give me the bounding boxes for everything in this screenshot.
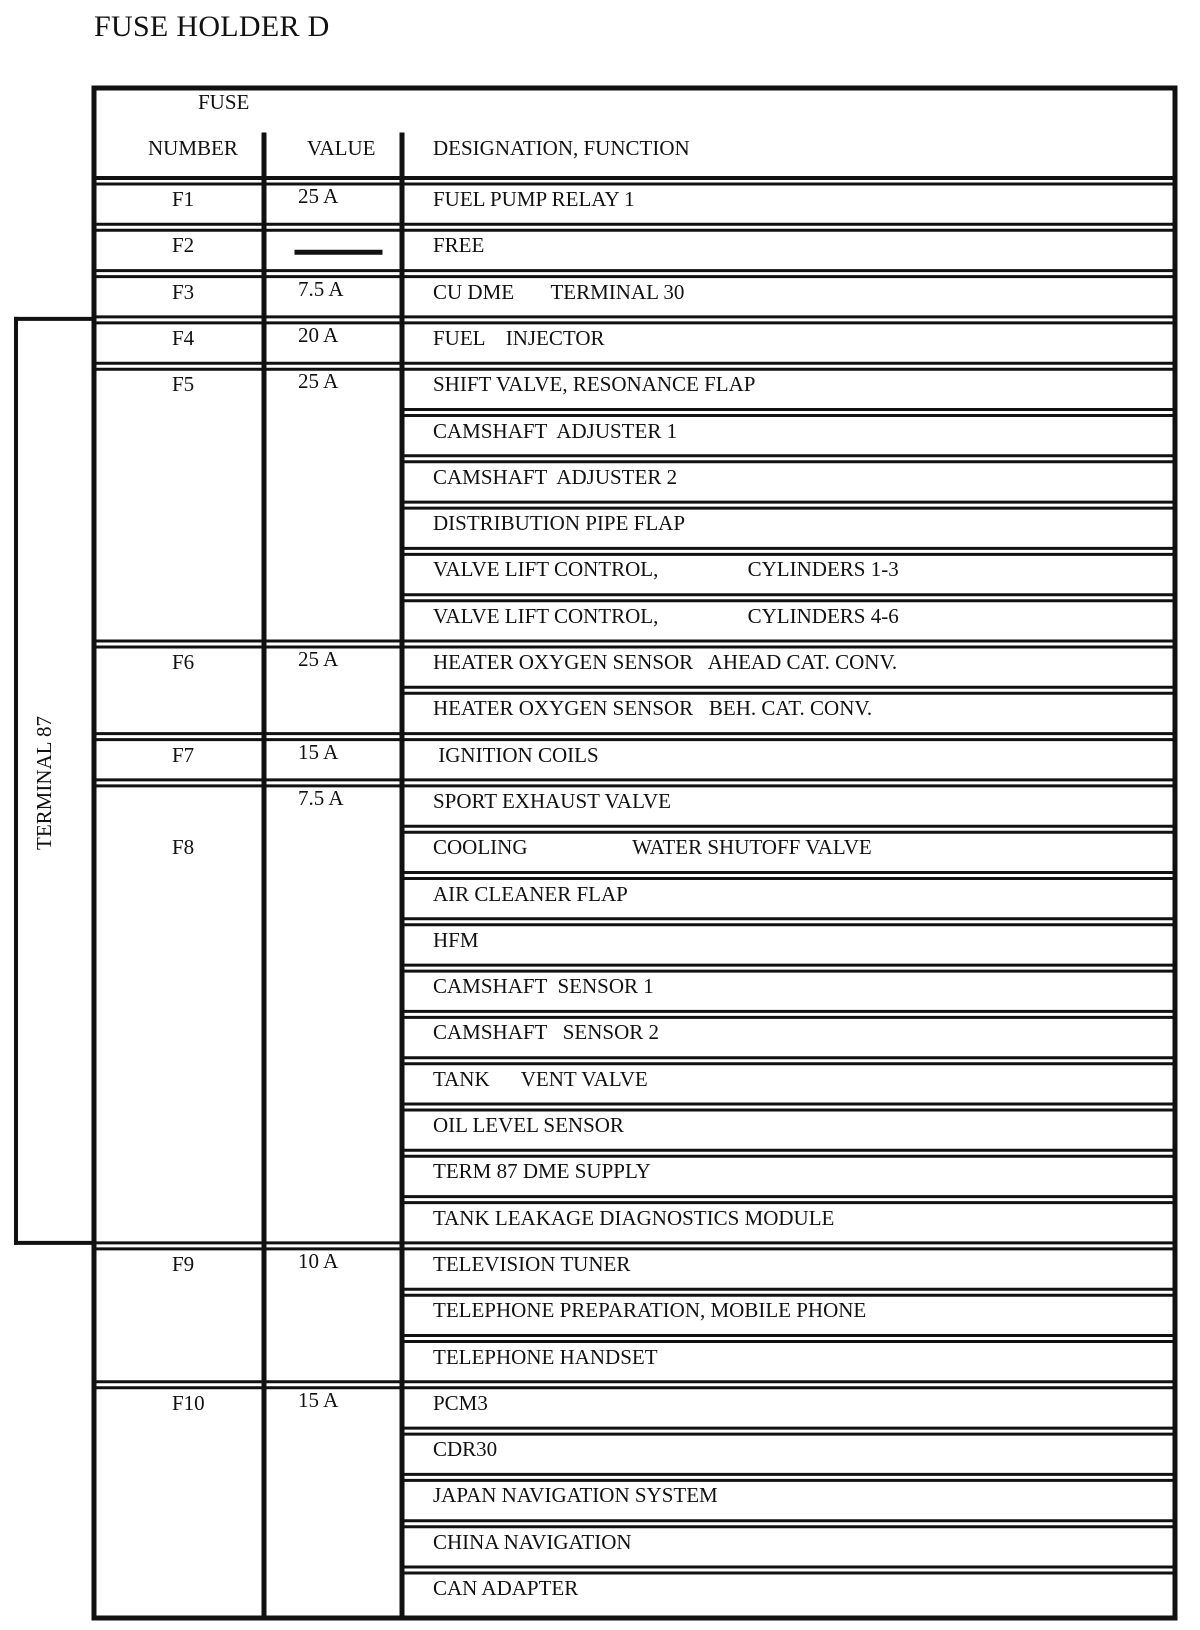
function-row: TELEPHONE PREPARATION, MOBILE PHONE <box>433 1298 867 1323</box>
page-title: FUSE HOLDER D <box>94 10 330 43</box>
function-row: FUEL PUMP RELAY 1 <box>433 187 635 211</box>
function-row: CU DME TERMINAL 30 <box>433 279 685 304</box>
function-row: HEATER OXYGEN SENSOR AHEAD CAT. CONV. <box>433 650 898 674</box>
header-number-label: NUMBER <box>148 136 238 160</box>
function-row: HFM <box>433 927 479 952</box>
function-row: FREE <box>433 233 485 258</box>
fuse-value: 25 A <box>298 369 339 394</box>
fuse-number: F4 <box>172 325 195 350</box>
function-row: CHINA NAVIGATION <box>433 1529 632 1554</box>
fuse-number: F2 <box>172 233 195 258</box>
fuse-number: F5 <box>172 372 195 397</box>
fuse-number: F6 <box>172 650 195 674</box>
function-row: PCM3 <box>433 1390 488 1415</box>
function-row: TELEVISION TUNER <box>433 1251 631 1276</box>
fuse-value: 7.5 A <box>298 785 344 810</box>
function-row: COOLING WATER SHUTOFF VALVE <box>433 835 872 860</box>
fuse-number: F3 <box>172 279 195 304</box>
function-row: HEATER OXYGEN SENSOR BEH. CAT. CONV. <box>433 696 873 721</box>
function-row: SHIFT VALVE, RESONANCE FLAP <box>433 372 756 397</box>
function-row: OIL LEVEL SENSOR <box>433 1113 624 1137</box>
function-row: SPORT EXHAUST VALVE <box>433 788 671 813</box>
function-row: VALVE LIFT CONTROL, CYLINDERS 1-3 <box>433 557 899 582</box>
fuse-value: 7.5 A <box>298 276 344 301</box>
header-fuse-label: FUSE <box>198 90 250 114</box>
terminal-87-label: TERMINAL 87 <box>32 716 56 850</box>
function-row: JAPAN NAVIGATION SYSTEM <box>433 1483 718 1508</box>
fuse-value: 20 A <box>298 322 339 347</box>
function-row: CAMSHAFT SENSOR 1 <box>433 974 654 999</box>
function-row: AIR CLEANER FLAP <box>433 881 628 906</box>
function-row: CAMSHAFT ADJUSTER 2 <box>433 464 678 489</box>
function-row: CDR30 <box>433 1437 498 1462</box>
function-row: FUEL INJECTOR <box>433 325 605 350</box>
header-value-label: VALUE <box>307 136 376 160</box>
fuse-value: 15 A <box>298 739 339 764</box>
function-row: CAMSHAFT SENSOR 2 <box>433 1020 660 1045</box>
fuse-value: 25 A <box>298 647 339 671</box>
fuse-value: 15 A <box>298 1387 339 1412</box>
fuse-number: F1 <box>172 187 195 211</box>
fuse-number: F10 <box>172 1390 205 1415</box>
function-row: VALVE LIFT CONTROL, CYLINDERS 4-6 <box>433 603 899 628</box>
function-row: CAMSHAFT ADJUSTER 1 <box>433 418 678 443</box>
function-row: TELEPHONE HANDSET <box>433 1344 658 1369</box>
fuse-value: 10 A <box>298 1248 339 1273</box>
function-row: CAN ADAPTER <box>433 1576 579 1600</box>
function-row: TANK VENT VALVE <box>433 1066 648 1091</box>
function-row: TANK LEAKAGE DIAGNOSTICS MODULE <box>433 1205 835 1230</box>
fuse-number: F7 <box>172 742 195 767</box>
function-row: TERM 87 DME SUPPLY <box>433 1159 651 1184</box>
header-designation-label: DESIGNATION, FUNCTION <box>433 136 690 160</box>
fuse-number: F8 <box>172 835 195 860</box>
function-row: DISTRIBUTION PIPE FLAP <box>433 511 686 536</box>
function-row: IGNITION COILS <box>433 742 599 767</box>
fuse-number: F9 <box>172 1251 195 1276</box>
fuse-value: 25 A <box>298 184 339 208</box>
